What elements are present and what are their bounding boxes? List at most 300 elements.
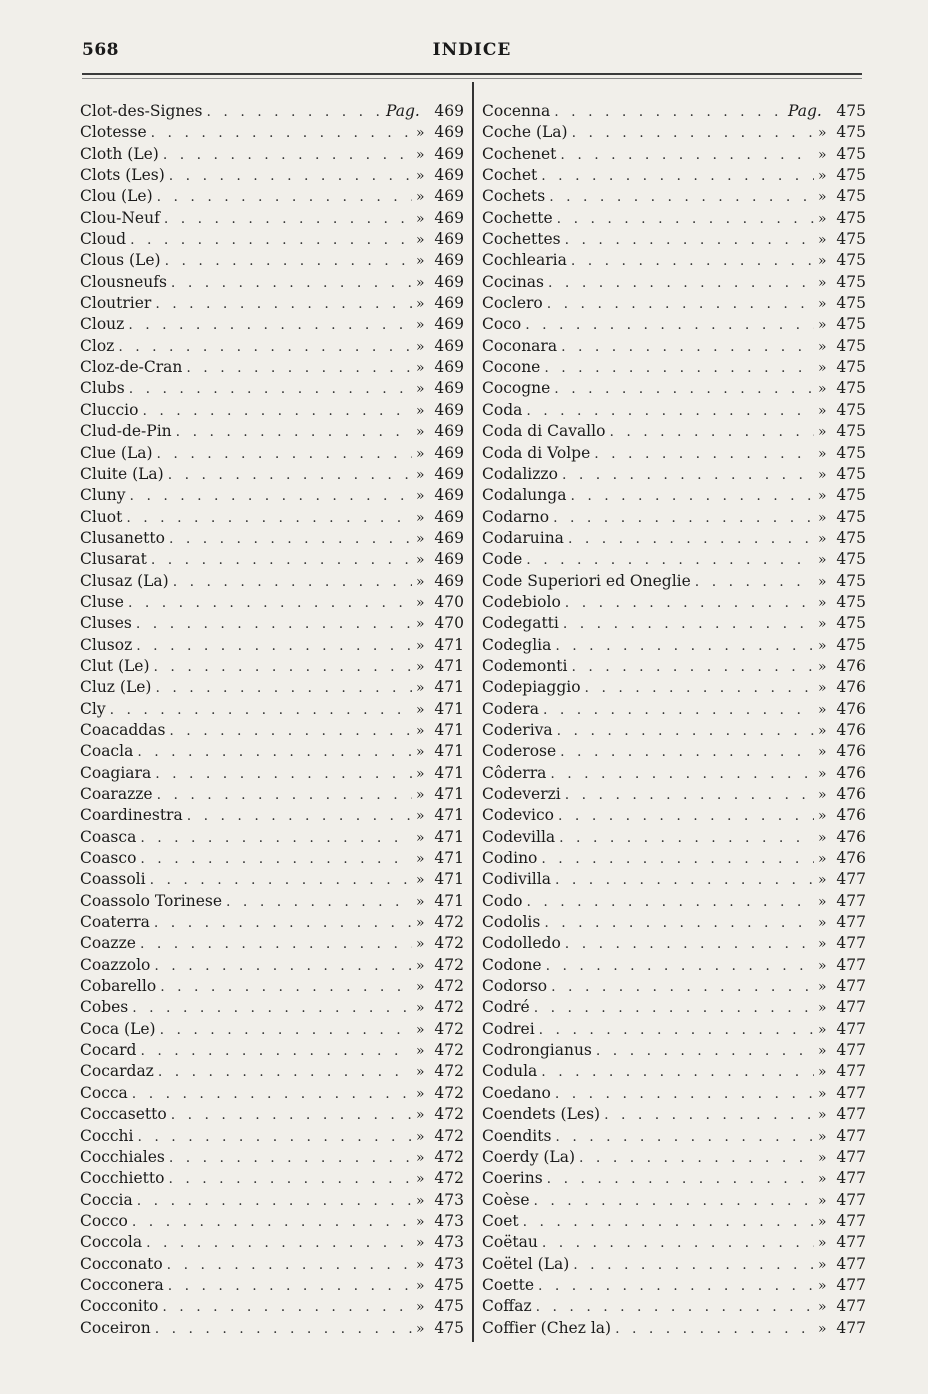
dot-leader <box>526 892 814 913</box>
entry-name: Codevilla <box>482 827 556 846</box>
ditto-mark: Pag. <box>386 102 420 120</box>
ditto-mark: » <box>818 658 827 675</box>
dot-leader <box>168 1169 412 1190</box>
entry-name: Cochette <box>482 208 553 227</box>
ditto-mark: » <box>818 381 827 398</box>
entry-name: Coasca <box>80 827 137 846</box>
dot-leader <box>538 1276 814 1297</box>
index-entry <box>482 1232 866 1253</box>
dot-leader <box>596 1041 814 1062</box>
page-reference: 475 <box>836 272 866 291</box>
page-reference: 477 <box>836 1169 866 1188</box>
entry-name: Coasco <box>80 849 137 868</box>
page-reference: 470 <box>434 614 464 633</box>
index-entry <box>80 635 464 656</box>
ditto-mark: » <box>416 872 425 889</box>
dot-leader <box>547 294 814 315</box>
page-reference: 475 <box>836 571 866 590</box>
ditto-mark: » <box>818 1043 827 1060</box>
index-entry <box>80 912 464 933</box>
ditto-mark: » <box>416 1043 425 1060</box>
index-entry <box>80 1232 464 1253</box>
dot-leader <box>572 123 814 144</box>
page-reference: 477 <box>836 977 866 996</box>
entry-name: Coèse <box>482 1190 530 1209</box>
ditto-mark: » <box>818 1320 827 1337</box>
dot-leader <box>110 700 412 721</box>
page-reference: 472 <box>434 934 464 953</box>
entry-name: Coccia <box>80 1190 133 1209</box>
dot-leader <box>164 209 412 230</box>
dot-leader <box>548 273 814 294</box>
page-reference: 477 <box>836 891 866 910</box>
ditto-mark: » <box>818 893 827 910</box>
page-reference: 472 <box>434 998 464 1017</box>
ditto-mark: » <box>818 957 827 974</box>
index-entry <box>482 443 866 464</box>
entry-name: Codolledo <box>482 934 561 953</box>
ditto-mark: » <box>818 979 827 996</box>
dot-leader <box>568 529 814 550</box>
entry-name: Cly <box>80 699 106 718</box>
entry-name: Coceiron <box>80 1318 151 1337</box>
entry-name: Cocinas <box>482 272 545 291</box>
entry-name: Coffier (Chez la) <box>482 1318 612 1337</box>
ditto-mark: » <box>818 1213 827 1230</box>
entry-name: Codrongianus <box>482 1041 592 1060</box>
ditto-mark: » <box>416 274 425 291</box>
entry-name: Cobes <box>80 998 129 1017</box>
page-reference: 471 <box>434 849 464 868</box>
index-entry <box>482 250 866 271</box>
entry-name: Codino <box>482 849 538 868</box>
dot-leader <box>129 379 412 400</box>
ditto-mark: » <box>818 1256 827 1273</box>
ditto-mark: » <box>416 1000 425 1017</box>
entry-name: Coaterra <box>80 913 150 932</box>
ditto-mark: » <box>416 1299 425 1316</box>
dot-leader <box>151 550 412 571</box>
entry-name: Coda di Volpe <box>482 443 591 462</box>
ditto-mark: » <box>818 488 827 505</box>
dot-leader <box>155 294 412 315</box>
dot-leader <box>572 657 815 678</box>
index-entry <box>80 250 464 271</box>
index-entry <box>482 997 866 1018</box>
entry-name: Coconara <box>482 336 558 355</box>
ditto-mark: » <box>818 445 827 462</box>
page-reference: 477 <box>836 1211 866 1230</box>
index-entry <box>80 891 464 912</box>
entry-name: Cocchiales <box>80 1147 165 1166</box>
dot-leader <box>563 614 814 635</box>
entry-name: Coco <box>482 315 522 334</box>
entry-name: Codarno <box>482 507 550 526</box>
index-entry <box>80 1275 464 1296</box>
ditto-mark: » <box>818 274 827 291</box>
dot-leader <box>579 1148 814 1169</box>
page-reference: 476 <box>836 720 866 739</box>
ditto-mark: » <box>416 296 425 313</box>
ditto-mark: » <box>416 1235 425 1252</box>
ditto-mark: » <box>818 787 827 803</box>
dot-leader <box>136 614 412 635</box>
dot-leader <box>542 1233 814 1254</box>
dot-leader <box>615 1319 814 1340</box>
page-reference: 475 <box>836 230 866 249</box>
page-reference: 469 <box>434 208 464 227</box>
entry-name: Coazzolo <box>80 955 151 974</box>
page-reference: 469 <box>434 294 464 313</box>
dot-leader <box>151 123 412 144</box>
ditto-mark: » <box>416 658 425 675</box>
entry-name: Coazze <box>80 934 136 953</box>
entry-name: Codo <box>482 891 523 910</box>
ditto-mark: » <box>416 1021 425 1038</box>
page-reference: 469 <box>434 123 464 142</box>
index-entry <box>482 827 866 848</box>
page-reference: 477 <box>836 870 866 889</box>
ditto-mark: » <box>818 1235 827 1252</box>
page-reference: 475 <box>836 379 866 398</box>
ditto-mark: » <box>416 1149 425 1166</box>
ditto-mark: » <box>818 402 827 419</box>
dot-leader <box>554 102 784 123</box>
dot-leader <box>169 721 412 742</box>
ditto-mark: » <box>416 744 425 761</box>
dot-leader <box>536 1297 814 1318</box>
index-entry <box>482 592 866 613</box>
entry-name: Coendets (Les) <box>482 1105 601 1124</box>
dot-leader <box>169 529 412 550</box>
page-header <box>82 38 862 64</box>
ditto-mark: » <box>416 573 425 590</box>
index-entry <box>80 571 464 592</box>
index-entry <box>482 272 866 293</box>
entry-name: Cochettes <box>482 230 561 249</box>
index-entry <box>482 677 866 698</box>
index-entry <box>482 549 866 570</box>
entry-name: Codré <box>482 998 530 1017</box>
dot-leader <box>525 315 814 336</box>
page-reference: 475 <box>836 187 866 206</box>
index-entry <box>482 1254 866 1275</box>
page-reference: 469 <box>434 379 464 398</box>
ditto-mark: » <box>416 232 425 249</box>
entry-name: Cochets <box>482 187 546 206</box>
ditto-mark: » <box>416 168 425 185</box>
dot-leader <box>534 1191 815 1212</box>
dot-leader <box>142 401 412 422</box>
ditto-mark: » <box>416 1320 425 1337</box>
dot-leader <box>187 806 412 827</box>
dot-leader <box>561 337 814 358</box>
index-entry <box>482 933 866 954</box>
page-number: 568 <box>82 40 119 60</box>
entry-name: Coda <box>482 400 523 419</box>
index-entry <box>80 165 464 186</box>
page-reference: 477 <box>836 1041 866 1060</box>
index-entry <box>80 1296 464 1317</box>
page-reference: 475 <box>836 592 866 611</box>
dot-leader <box>137 742 412 763</box>
index-entry <box>482 763 866 784</box>
index-entry <box>482 1104 866 1125</box>
ditto-mark: » <box>416 445 425 462</box>
ditto-mark: » <box>416 680 425 697</box>
dot-leader <box>555 1084 814 1105</box>
entry-name: Coclero <box>482 294 543 313</box>
dot-leader <box>132 1212 412 1233</box>
ditto-mark: » <box>416 125 425 142</box>
dot-leader <box>169 1148 412 1169</box>
dot-leader <box>155 678 412 699</box>
page-reference: 475 <box>434 1297 464 1316</box>
index-entry <box>482 400 866 421</box>
entry-name: Cluses <box>80 614 132 633</box>
ditto-mark: » <box>416 722 425 739</box>
index-entry <box>80 293 464 314</box>
index-entry <box>80 357 464 378</box>
page-reference: 477 <box>836 1233 866 1252</box>
ditto-mark: » <box>416 787 425 803</box>
ditto-mark: » <box>416 851 425 868</box>
index-entry <box>80 933 464 954</box>
page-reference: 475 <box>836 208 866 227</box>
page-reference: 469 <box>434 251 464 270</box>
dot-leader <box>549 187 814 208</box>
entry-name: Code Superiori ed Oneglie <box>482 571 691 590</box>
dot-leader <box>523 1212 814 1233</box>
ditto-mark: » <box>416 317 425 334</box>
index-entry <box>482 784 866 805</box>
dot-leader <box>571 251 814 272</box>
page-reference: 469 <box>434 315 464 334</box>
entry-name: Clots (Les) <box>80 166 165 185</box>
entry-name: Cocconera <box>80 1275 164 1294</box>
ditto-mark: » <box>416 957 425 974</box>
entry-name: Codula <box>482 1062 538 1081</box>
ditto-mark: » <box>818 146 827 163</box>
page-reference: 469 <box>434 464 464 483</box>
entry-name: Clous (Le) <box>80 251 161 270</box>
index-entry <box>482 699 866 720</box>
dot-leader <box>543 700 814 721</box>
page-reference: 477 <box>836 913 866 932</box>
page-reference: 477 <box>836 1083 866 1102</box>
entry-name: Codebiolo <box>482 592 561 611</box>
dot-leader <box>173 572 412 593</box>
index-entry <box>80 827 464 848</box>
page-reference: 473 <box>434 1190 464 1209</box>
entry-name: Cocconato <box>80 1254 163 1273</box>
dot-leader <box>562 465 814 486</box>
entry-name: Cloth (Le) <box>80 144 159 163</box>
ditto-mark: » <box>818 701 827 718</box>
entry-name: Clud-de-Pin <box>80 422 172 441</box>
dot-leader <box>157 187 412 208</box>
index-entry <box>482 1296 866 1317</box>
dot-leader <box>207 102 382 123</box>
entry-name: Codeverzi <box>482 785 561 803</box>
index-entry <box>482 891 866 912</box>
entry-name: Coedano <box>482 1083 551 1102</box>
entry-name: Codegatti <box>482 614 559 633</box>
page-reference: 472 <box>434 977 464 996</box>
ditto-mark: » <box>416 1256 425 1273</box>
index-entry <box>482 208 866 229</box>
dot-leader <box>544 913 814 934</box>
entry-name: Codeglia <box>482 635 552 654</box>
page-reference: 477 <box>836 1275 866 1294</box>
page-reference: 469 <box>434 358 464 377</box>
page-title: INDICE <box>432 40 512 60</box>
dot-leader <box>539 1020 814 1041</box>
dot-leader <box>154 956 412 977</box>
entry-name: Coet <box>482 1211 519 1230</box>
index-entry <box>80 1318 464 1339</box>
dot-leader <box>128 315 412 336</box>
page-reference: 475 <box>434 1318 464 1337</box>
entry-name: Coacaddas <box>80 720 166 739</box>
ditto-mark: » <box>818 296 827 313</box>
entry-name: Cloz <box>80 336 115 355</box>
entry-name: Codalunga <box>482 486 567 505</box>
page-reference: 477 <box>836 1147 866 1166</box>
ditto-mark: » <box>818 125 827 142</box>
entry-name: Codrei <box>482 1019 535 1038</box>
page-reference: 472 <box>434 1147 464 1166</box>
index-entry <box>80 677 464 698</box>
page-reference: 469 <box>434 571 464 590</box>
page-reference: 473 <box>434 1233 464 1252</box>
entry-name: Clut (Le) <box>80 656 150 675</box>
dot-leader <box>609 422 814 443</box>
entry-name: Cocchietto <box>80 1169 165 1188</box>
index-entry <box>80 869 464 890</box>
ditto-mark: » <box>416 424 425 441</box>
ditto-mark: » <box>416 381 425 398</box>
page-reference: 475 <box>836 102 866 120</box>
page-reference: 471 <box>434 763 464 782</box>
ditto-mark: » <box>818 466 827 483</box>
page-reference: 475 <box>836 251 866 270</box>
dot-leader <box>137 1191 412 1212</box>
ditto-mark: » <box>818 530 827 547</box>
ditto-mark: » <box>818 915 827 932</box>
dot-leader <box>140 828 412 849</box>
page-reference: 477 <box>836 1019 866 1038</box>
page-reference: 472 <box>434 1105 464 1124</box>
ditto-mark: » <box>818 1277 827 1294</box>
page-reference: 471 <box>434 806 464 825</box>
entry-name: Coardinestra <box>80 806 183 825</box>
entry-name: Clusoz <box>80 635 133 654</box>
entry-name: Coassoli <box>80 870 146 889</box>
dot-leader <box>555 636 814 657</box>
page-reference: 476 <box>836 742 866 761</box>
index-entry <box>80 592 464 613</box>
ditto-mark: » <box>416 1213 425 1230</box>
ditto-mark: » <box>416 637 425 654</box>
page-reference: 472 <box>434 1062 464 1081</box>
ditto-mark: » <box>818 616 827 633</box>
header-rule-thin <box>82 78 862 79</box>
index-entry <box>482 229 866 250</box>
dot-leader <box>132 998 412 1019</box>
dot-leader <box>171 1105 412 1126</box>
dot-leader <box>554 379 814 400</box>
index-entry <box>80 955 464 976</box>
index-entry <box>482 122 866 143</box>
index-entry <box>80 997 464 1018</box>
entry-name: Coëtel (La) <box>482 1254 570 1273</box>
dot-leader <box>160 1020 412 1041</box>
entry-name: Cloud <box>80 230 127 249</box>
index-entry <box>80 101 464 122</box>
index-entry <box>482 1126 866 1147</box>
entry-name: Clou-Neuf <box>80 208 160 227</box>
entry-name: Coëtau <box>482 1233 538 1252</box>
index-entry <box>80 699 464 720</box>
entry-name: Clue (La) <box>80 443 153 462</box>
page-reference: 477 <box>836 1254 866 1273</box>
entry-name: Clusarat <box>80 550 147 569</box>
ditto-mark: » <box>416 146 425 163</box>
entry-name: Cocco <box>80 1211 128 1230</box>
dot-leader <box>565 230 814 251</box>
page-reference: 471 <box>434 827 464 846</box>
dot-leader <box>526 401 814 422</box>
page-reference: 473 <box>434 1211 464 1230</box>
entry-name: Clou (Le) <box>80 187 153 206</box>
index-entry <box>482 293 866 314</box>
index-entry <box>482 1040 866 1061</box>
index-entry <box>482 1061 866 1082</box>
entry-name: Cluite (La) <box>80 464 164 483</box>
index-entry <box>80 400 464 421</box>
dot-leader <box>168 465 412 486</box>
dot-leader <box>557 721 814 742</box>
ditto-mark: » <box>818 765 827 782</box>
page-reference: 475 <box>836 635 866 654</box>
index-entry <box>80 1147 464 1168</box>
index-entry <box>80 976 464 997</box>
dot-leader <box>558 806 814 827</box>
dot-leader <box>565 593 814 614</box>
dot-leader <box>155 1319 412 1340</box>
index-entry <box>80 144 464 165</box>
index-entry <box>80 1083 464 1104</box>
ditto-mark: » <box>818 680 827 697</box>
dot-leader <box>560 145 814 166</box>
page-reference: 469 <box>434 144 464 163</box>
page-reference: 469 <box>434 507 464 526</box>
page-reference: 469 <box>434 528 464 547</box>
dot-leader <box>165 251 412 272</box>
entry-name: Cochet <box>482 166 538 185</box>
page-reference: 471 <box>434 891 464 910</box>
page-reference: 472 <box>434 1041 464 1060</box>
dot-leader <box>557 209 814 230</box>
entry-name: Coderose <box>482 742 557 761</box>
entry-name: Côderra <box>482 763 547 782</box>
page-reference: 477 <box>836 1126 866 1145</box>
entry-name: Cluny <box>80 486 126 505</box>
entry-name: Clousneufs <box>80 272 167 291</box>
ditto-mark: » <box>416 530 425 547</box>
index-entry <box>482 805 866 826</box>
